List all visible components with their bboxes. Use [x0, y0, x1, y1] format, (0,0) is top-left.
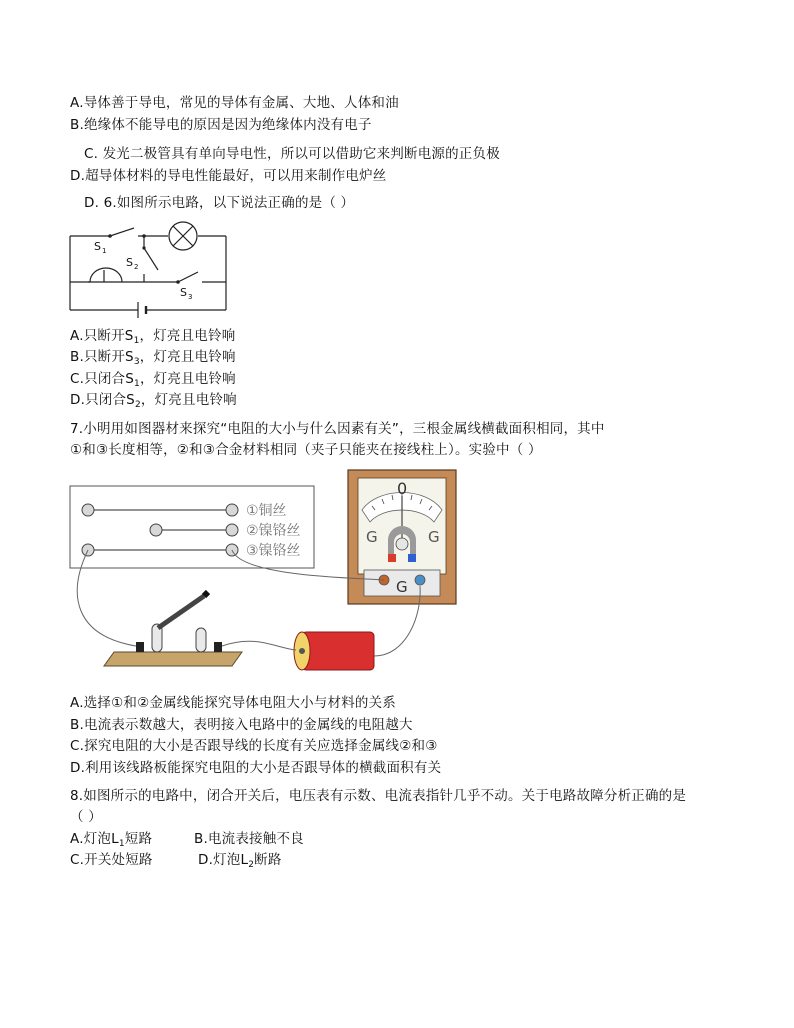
q6-option-c: C.只闭合$S_1$，灯亮且电铃响	[70, 371, 236, 389]
terminal	[82, 504, 94, 516]
q7-option-c: C.探究电阻的大小是否跟导线的长度有关应选择金属线②和③	[70, 738, 438, 754]
s3-label: S	[180, 286, 187, 299]
terminal	[226, 524, 238, 536]
meter-zero: 0	[397, 479, 408, 498]
s2-switch-blade	[144, 248, 158, 270]
q7-option-b: B.电流表示数越大，表明接入电路中的金属线的电阻越大	[70, 717, 413, 733]
q7-stem-line2: ①和③长度相等，②和③合金材料相同（夹子只能夹在接线柱上）。实验中（ ）	[70, 442, 542, 458]
wire1-label: ①铜丝	[246, 503, 287, 519]
meter-g-right: G	[428, 528, 440, 546]
terminal-g-label: G	[396, 578, 408, 596]
q8-option-b: B.电流表接触不良	[194, 831, 304, 847]
s2-subscript: 2	[134, 263, 139, 271]
q7-stem-line1: 7.小明用如图器材来探究“电阻的大小与什么因素有关”，三根金属线横截面积相同，其中	[70, 421, 605, 437]
q6-option-b: B.只断开$S_3$，灯亮且电铃响	[70, 349, 236, 367]
bell-icon	[90, 268, 122, 282]
wire2-label: ②镍铬丝	[246, 523, 301, 539]
q8-stem-line2: （ ）	[70, 809, 102, 825]
q8-stem-line1: 8.如图所示的电路中，闭合开关后，电压表有示数、电流表指针几乎不动。关于电路故障分析正确的是	[70, 788, 687, 804]
s3-switch-blade	[178, 272, 198, 282]
s3-subscript: 3	[188, 293, 193, 301]
q6-stem: D. 6.如图所示电路，以下说法正确的是（ ）	[84, 195, 355, 211]
q8-option-a: A.灯泡$L_1$短路	[70, 831, 153, 849]
q5-option-c: C. 发光二极管具有单向导电性，所以可以借助它来判断电源的正负极	[84, 146, 500, 162]
terminal	[226, 504, 238, 516]
terminal	[150, 524, 162, 536]
q5-option-a: A.导体善于导电，常见的导体有金属、大地、人体和油	[70, 95, 399, 111]
meter-g-left: G	[366, 528, 378, 546]
battery-icon	[294, 632, 374, 670]
s2-label: S	[126, 256, 133, 269]
q8-option-c: C.开关处短路	[70, 852, 153, 868]
q7-option-a: A.选择①和②金属线能探究导体电阻大小与材料的关系	[70, 695, 396, 711]
q5-option-b: B.绝缘体不能导电的原因是因为绝缘体内没有电子	[70, 117, 372, 133]
knife-switch-icon	[104, 592, 242, 666]
q8-option-d: D.灯泡$L_2$断路	[198, 852, 282, 870]
q6-option-a: A.只断开$S_1$，灯亮且电铃响	[70, 328, 236, 346]
q6-circuit-diagram	[66, 218, 232, 318]
q5-option-d: D.超导体材料的导电性能最好，可以用来制作电炉丝	[70, 168, 387, 184]
s1-switch-blade	[110, 228, 134, 236]
s1-label: S	[94, 240, 101, 253]
q6-option-d: D.只闭合$S_2$，灯亮且电铃响	[70, 392, 237, 410]
wire3-label: ③镍铬丝	[246, 543, 301, 559]
q7-option-d: D.利用该线路板能探究电阻的大小是否跟导体的横截面积有关	[70, 760, 442, 776]
q7-experiment-diagram	[66, 466, 466, 694]
s1-subscript: 1	[102, 247, 107, 255]
galvanometer-icon	[348, 470, 456, 604]
